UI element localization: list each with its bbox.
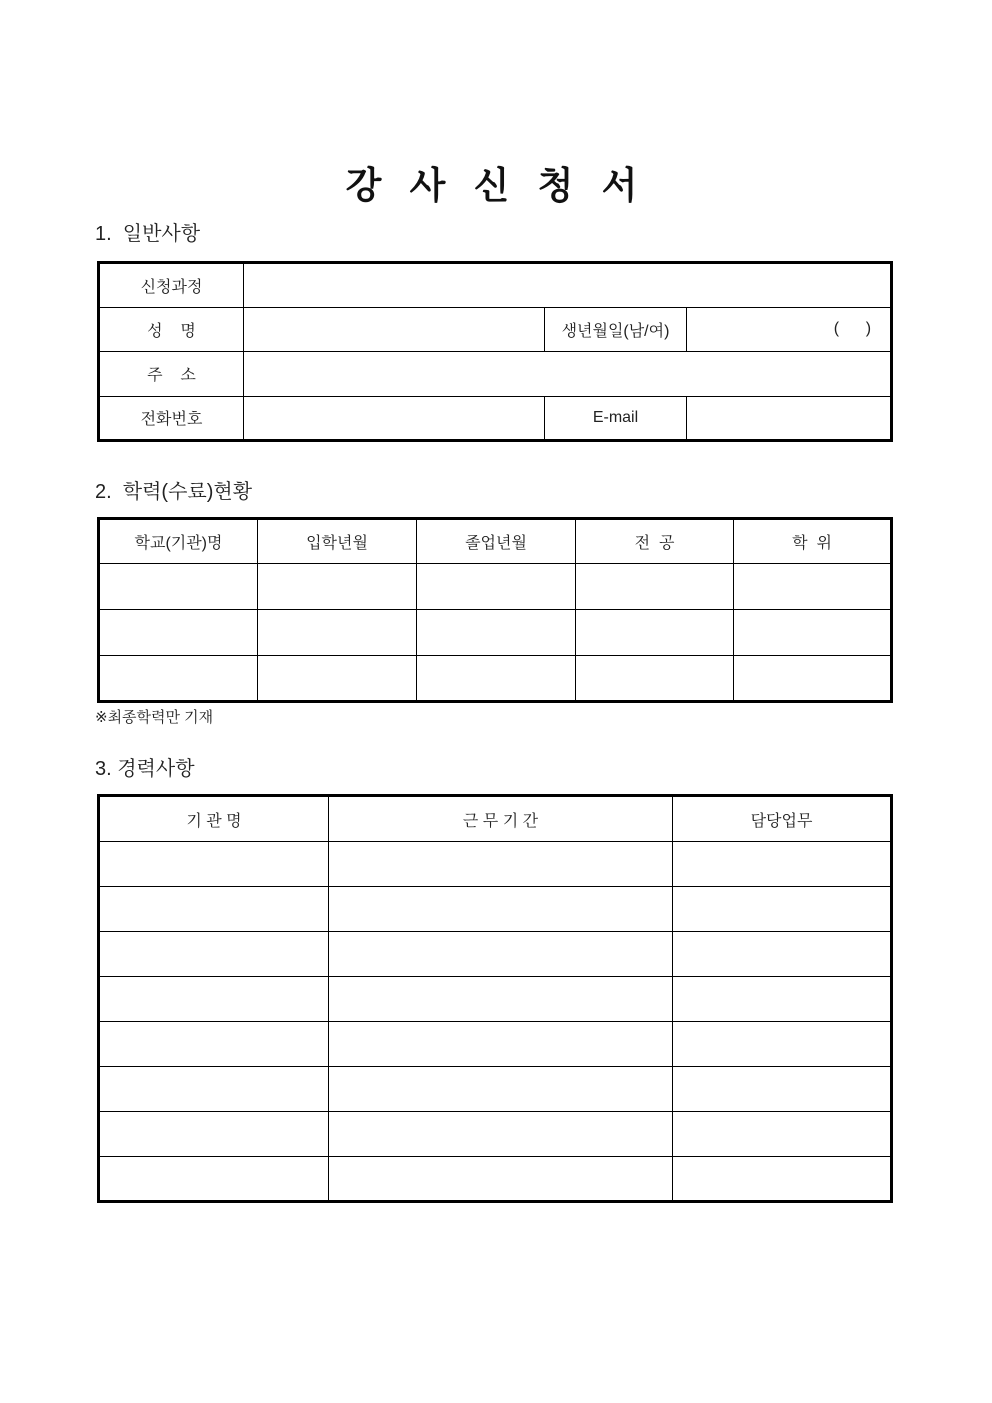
career-cell[interactable] bbox=[329, 1112, 673, 1157]
career-cell[interactable] bbox=[673, 887, 892, 932]
career-cell[interactable] bbox=[329, 977, 673, 1022]
table-row bbox=[99, 656, 892, 702]
table-row bbox=[99, 1157, 892, 1202]
career-cell[interactable] bbox=[99, 1067, 329, 1112]
edu-cell[interactable] bbox=[417, 656, 576, 702]
career-header-organization: 기 관 명 bbox=[99, 796, 329, 842]
edu-cell[interactable] bbox=[734, 656, 892, 702]
edu-cell[interactable] bbox=[258, 610, 417, 656]
career-header-work-period: 근 무 기 간 bbox=[329, 796, 673, 842]
career-cell[interactable] bbox=[99, 1112, 329, 1157]
edu-cell[interactable] bbox=[734, 610, 892, 656]
career-cell[interactable] bbox=[99, 887, 329, 932]
education-table bbox=[97, 517, 893, 703]
career-cell[interactable] bbox=[673, 1067, 892, 1112]
career-cell[interactable] bbox=[673, 932, 892, 977]
edu-cell[interactable] bbox=[576, 564, 734, 610]
career-cell[interactable] bbox=[99, 1022, 329, 1067]
table-row bbox=[99, 842, 892, 887]
career-cell[interactable] bbox=[329, 1157, 673, 1202]
edu-cell[interactable] bbox=[99, 610, 258, 656]
section-general-heading: 1. 일반사항 bbox=[95, 223, 201, 245]
name-label: 성 명 bbox=[99, 307, 244, 352]
phone-input[interactable] bbox=[244, 396, 545, 441]
course-input[interactable] bbox=[244, 263, 892, 308]
edu-cell[interactable] bbox=[258, 656, 417, 702]
edu-header-school: 학교(기관)명 bbox=[99, 519, 258, 564]
edu-cell[interactable] bbox=[99, 564, 258, 610]
name-input[interactable] bbox=[244, 307, 545, 352]
career-cell[interactable] bbox=[99, 1157, 329, 1202]
career-cell[interactable] bbox=[673, 1112, 892, 1157]
edu-cell[interactable] bbox=[258, 564, 417, 610]
career-cell[interactable] bbox=[99, 932, 329, 977]
career-cell[interactable] bbox=[673, 1022, 892, 1067]
table-header-row bbox=[99, 519, 892, 564]
address-input[interactable] bbox=[244, 352, 892, 397]
edu-header-graduation-date: 졸업년월 bbox=[417, 519, 576, 564]
table-row bbox=[99, 887, 892, 932]
table-row bbox=[99, 977, 892, 1022]
table-row bbox=[99, 1022, 892, 1067]
birthdate-label: 생년월일(남/여) bbox=[545, 307, 687, 352]
career-cell[interactable] bbox=[329, 842, 673, 887]
edu-cell[interactable] bbox=[99, 656, 258, 702]
edu-cell[interactable] bbox=[417, 610, 576, 656]
table-row bbox=[99, 1067, 892, 1112]
table-row bbox=[99, 263, 892, 308]
career-cell[interactable] bbox=[673, 1157, 892, 1202]
section-education-heading: 2. 학력(수료)현황 bbox=[95, 481, 253, 503]
general-info-table bbox=[97, 261, 893, 442]
career-cell[interactable] bbox=[329, 1022, 673, 1067]
table-row bbox=[99, 396, 892, 441]
career-cell[interactable] bbox=[673, 842, 892, 887]
career-table bbox=[97, 794, 893, 1203]
phone-label: 전화번호 bbox=[99, 396, 244, 441]
edu-header-admission-date: 입학년월 bbox=[258, 519, 417, 564]
table-row bbox=[99, 307, 892, 352]
edu-header-major: 전 공 bbox=[576, 519, 734, 564]
table-row bbox=[99, 564, 892, 610]
table-row bbox=[99, 352, 892, 397]
edu-cell[interactable] bbox=[417, 564, 576, 610]
career-cell[interactable] bbox=[99, 842, 329, 887]
table-row bbox=[99, 932, 892, 977]
table-header-row bbox=[99, 796, 892, 842]
section-career-heading: 3. 경력사항 bbox=[95, 758, 195, 780]
email-input[interactable] bbox=[687, 396, 892, 441]
birthdate-input[interactable]: ( ) bbox=[687, 307, 892, 352]
career-cell[interactable] bbox=[329, 932, 673, 977]
career-cell[interactable] bbox=[329, 1067, 673, 1112]
edu-cell[interactable] bbox=[734, 564, 892, 610]
edu-header-degree: 학 위 bbox=[734, 519, 892, 564]
table-row bbox=[99, 1112, 892, 1157]
career-cell[interactable] bbox=[329, 887, 673, 932]
course-label: 신청과정 bbox=[99, 263, 244, 308]
email-label: E-mail bbox=[545, 396, 687, 441]
address-label: 주 소 bbox=[99, 352, 244, 397]
career-cell[interactable] bbox=[99, 977, 329, 1022]
edu-cell[interactable] bbox=[576, 610, 734, 656]
page-title: 강 사 신 청 서 bbox=[345, 165, 647, 206]
career-header-duty: 담당업무 bbox=[673, 796, 892, 842]
table-row bbox=[99, 610, 892, 656]
career-cell[interactable] bbox=[673, 977, 892, 1022]
final-education-note: ※최종학력만 기재 bbox=[95, 709, 214, 726]
edu-cell[interactable] bbox=[576, 656, 734, 702]
